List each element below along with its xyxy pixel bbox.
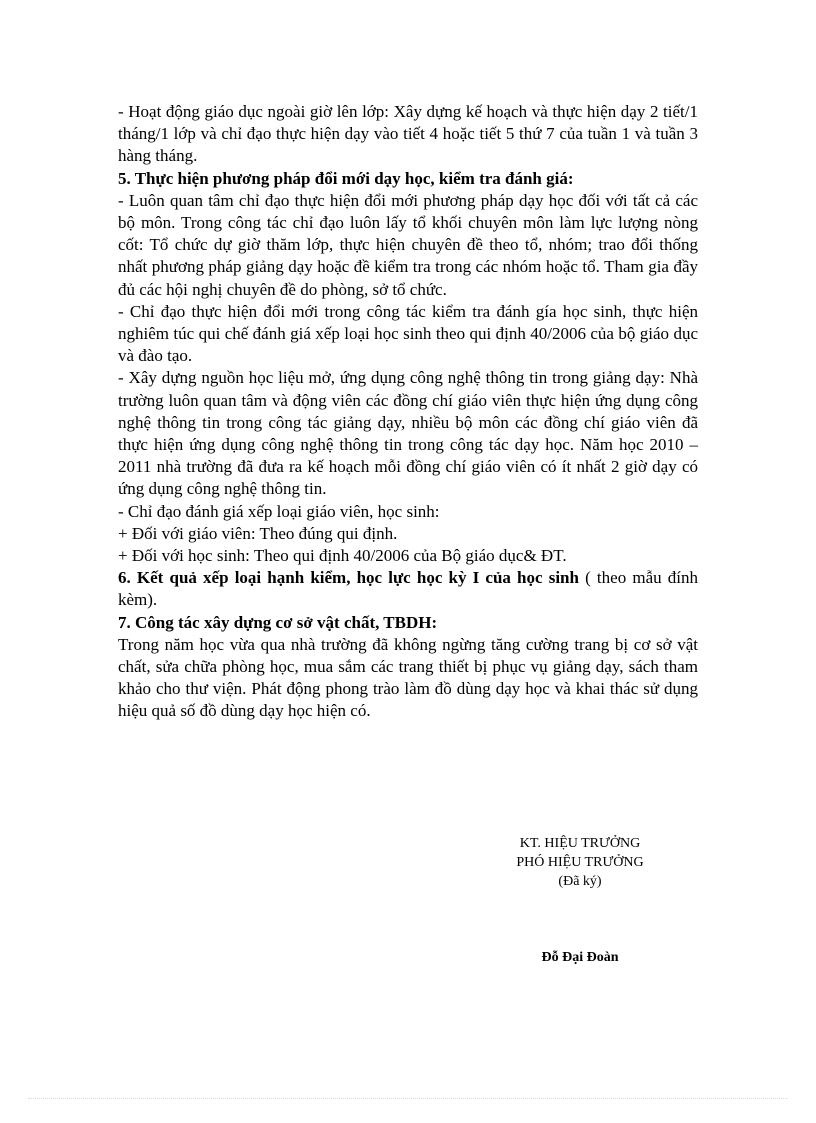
signature-name: Đỗ Đại Đoàn	[541, 950, 619, 965]
paragraph-assessment: - Chỉ đạo thực hiện đổi mới trong công tác kiểm tra đánh gía học sinh, thực hiện nghiêm túc qui chế đánh giá xếp loại học sinh theo qui định 40/2006 của bộ giáo dục và đào tạo.	[118, 301, 698, 366]
document-body	[118, 101, 698, 723]
paragraph-evaluation: - Chỉ đạo đánh giá xếp loại giáo viên, học sinh:	[118, 501, 440, 521]
paragraph-teachers: + Đối với giáo viên: Theo đúng qui định.	[118, 523, 398, 543]
heading-section-7: 7. Công tác xây dựng cơ sở vật chất, TBDH:	[118, 612, 438, 632]
paragraph-facilities: Trong năm học vừa qua nhà trường đã không ngừng tăng cường trang bị cơ sở vật chất, sửa chữa phòng học, mua sắm các trang thiết bị phục vụ giảng dạy, sách tham khảo cho thư viện. Phát động phong trào làm đồ dùng dạy học và khai thác sử dụng hiệu quả số đồ dùng dạy học hiện có.	[118, 634, 698, 721]
signature-role: KT. HIỆU TRƯỞNG	[519, 836, 641, 851]
heading-section-6-title: 6. Kết quả xếp loại hạnh kiểm, học lực học kỳ I của học sinh	[118, 568, 579, 588]
heading-section-5: 5. Thực hiện phương pháp đổi mới dạy học, kiểm tra đánh giá:	[118, 168, 574, 188]
paragraph-teaching-methods: - Luôn quan tâm chỉ đạo thực hiện đổi mới phương pháp dạy học đối với tất cả các bộ môn. Trong công tác chỉ đạo luôn lấy tổ khối chuyên môn làm lực lượng nòng cốt: Tổ chức dự giờ thăm lớp, thực hiện chuyên đề theo tổ, nhóm; trao đổi thống nhất phương pháp giảng dạy hoặc đề kiểm tra trong các nhóm hoặc tổ. Tham gia đầy đủ các hội nghị chuyên đề do phòng, sở tổ chức.	[118, 190, 698, 299]
paragraph-open-resources: - Xây dựng nguồn học liệu mở, ứng dụng công nghệ thông tin trong giảng dạy: Nhà trường luôn quan tâm và động viên các đồng chí giáo viên thực hiện ứng dụng công nghệ thông tin trong công tác giảng dạy, nhiều bộ môn các đồng chí giáo viên đã thực hiện ứng dụng công nghệ thông tin trong công tác dạy học. Năm học 2010 – 2011 nhà trường đã đưa ra kế hoạch mỗi đồng chí giáo viên có ít nhất 2 giờ dạy có ứng dụng công nghệ thông tin.	[118, 368, 698, 499]
paragraph-extracurricular: - Hoạt động giáo dục ngoài giờ lên lớp: Xây dựng kế hoạch và thực hiện dạy 2 tiết/1 tháng/1 lớp và chỉ đạo thực hiện dạy vào tiết 4 hoặc tiết 5 thứ 7 của tuần 1 và tuần 3 hàng tháng.	[118, 102, 698, 166]
heading-section-6-note: ( theo mẫu đính kèm).	[118, 568, 699, 610]
signature-subrole: PHÓ HIỆU TRƯỞNG	[516, 855, 644, 870]
heading-section-6	[118, 567, 698, 611]
page-bottom-divider	[28, 1098, 788, 1099]
signature-signed-note: (Đã ký)	[558, 874, 602, 889]
paragraph-students: + Đối với học sinh: Theo qui định 40/2006 của Bộ giáo dục& ĐT.	[118, 546, 567, 566]
signature-block	[460, 834, 700, 891]
